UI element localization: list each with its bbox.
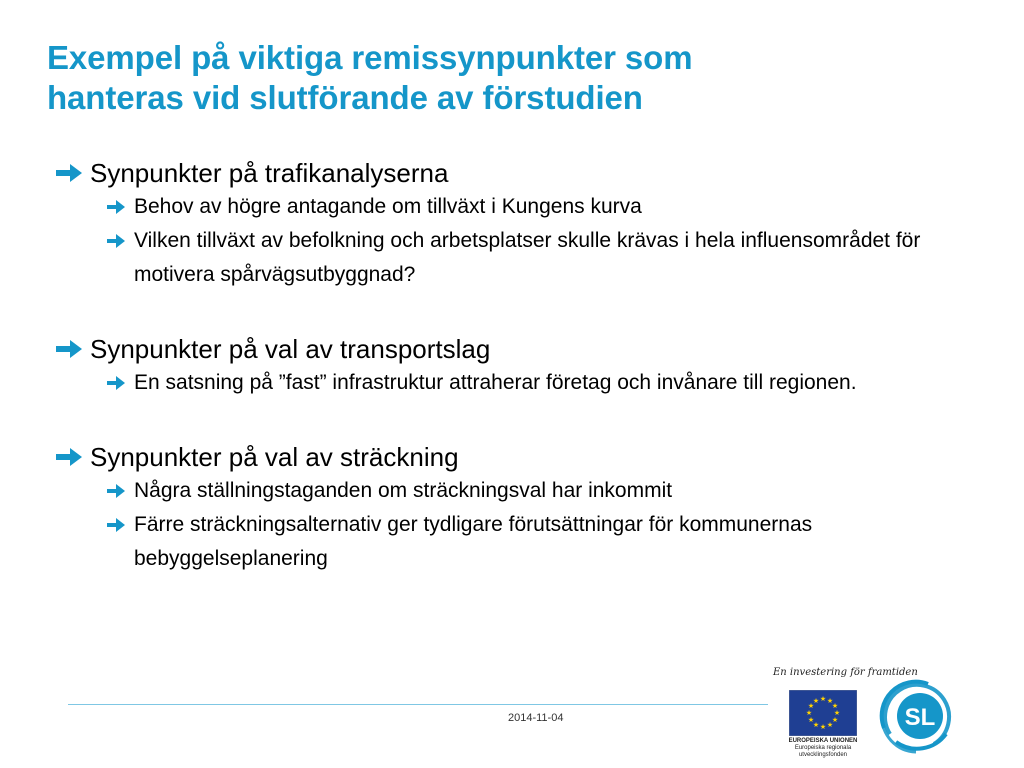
bullet-item-text: Vilken tillväxt av befolkning och arbetsplatser skulle krävas i hela influensområdet för motivera spårvägsutbyggnad? bbox=[134, 229, 921, 286]
bullet-item bbox=[106, 224, 952, 292]
bullet-item bbox=[106, 508, 952, 576]
title-line: hanteras vid slutförande av förstudien bbox=[47, 79, 643, 116]
right-arrow-icon bbox=[106, 233, 126, 249]
section-heading-text: Synpunkter på val av sträckning bbox=[90, 442, 459, 472]
svg-text:★: ★ bbox=[807, 702, 815, 710]
title-line: Exempel på viktiga remissynpunkter som bbox=[47, 39, 693, 76]
right-arrow-icon bbox=[106, 199, 126, 215]
eu-caption bbox=[780, 738, 866, 759]
right-arrow-icon bbox=[54, 338, 84, 360]
bullet-item-text: Några ställningstaganden om sträckningsval har inkommit bbox=[134, 479, 673, 502]
section-heading bbox=[52, 156, 952, 190]
section-heading-text: Synpunkter på val av transportslag bbox=[90, 334, 491, 364]
section-heading bbox=[52, 332, 952, 366]
right-arrow-icon bbox=[106, 483, 126, 499]
svg-text:★: ★ bbox=[831, 702, 839, 710]
spacer bbox=[52, 292, 952, 332]
bullet-item-text: Färre sträckningsalternativ ger tydligare förutsättningar för kommunernas bebyggelseplanering bbox=[134, 513, 813, 570]
footer-date: 2014-11-04 bbox=[508, 712, 564, 724]
bullet-item-text: Behov av högre antagande om tillväxt i Kungens kurva bbox=[134, 195, 642, 218]
svg-text:★: ★ bbox=[807, 716, 815, 724]
sl-logo-text: SL bbox=[904, 704, 936, 731]
right-arrow-icon bbox=[54, 446, 84, 468]
eu-flag-icon bbox=[789, 690, 857, 736]
eu-tagline: En investering för framtiden bbox=[773, 667, 918, 678]
svg-text:★: ★ bbox=[812, 721, 820, 729]
footer-divider bbox=[68, 704, 768, 705]
right-arrow-icon bbox=[106, 517, 126, 533]
sl-logo-icon bbox=[876, 676, 958, 758]
svg-text:★: ★ bbox=[819, 723, 827, 731]
right-arrow-icon bbox=[54, 162, 84, 184]
svg-text:★: ★ bbox=[833, 709, 841, 717]
eu-caption-line: Europeiska regionala bbox=[794, 745, 852, 751]
bullet-item bbox=[106, 190, 952, 224]
spacer bbox=[52, 400, 952, 440]
svg-text:★: ★ bbox=[805, 709, 813, 717]
section-heading-text: Synpunkter på trafikanalyserna bbox=[90, 158, 449, 188]
svg-text:★: ★ bbox=[831, 716, 839, 724]
right-arrow-icon bbox=[106, 375, 126, 391]
svg-text:★: ★ bbox=[819, 695, 827, 703]
eu-caption-line: utvecklingsfonden bbox=[798, 752, 848, 758]
bullet-item bbox=[106, 366, 952, 400]
section-heading bbox=[52, 440, 952, 474]
bullet-item bbox=[106, 474, 952, 508]
eu-caption-line: EUROPEISKA UNIONEN bbox=[788, 738, 858, 744]
bullet-item-text: En satsning på ”fast” infrastruktur attraherar företag och invånare till regionen. bbox=[134, 371, 857, 394]
slide-title bbox=[47, 38, 947, 118]
svg-text:★: ★ bbox=[826, 721, 834, 729]
svg-text:★: ★ bbox=[826, 697, 834, 705]
bullet-content bbox=[52, 156, 952, 576]
svg-text:★: ★ bbox=[812, 697, 820, 705]
